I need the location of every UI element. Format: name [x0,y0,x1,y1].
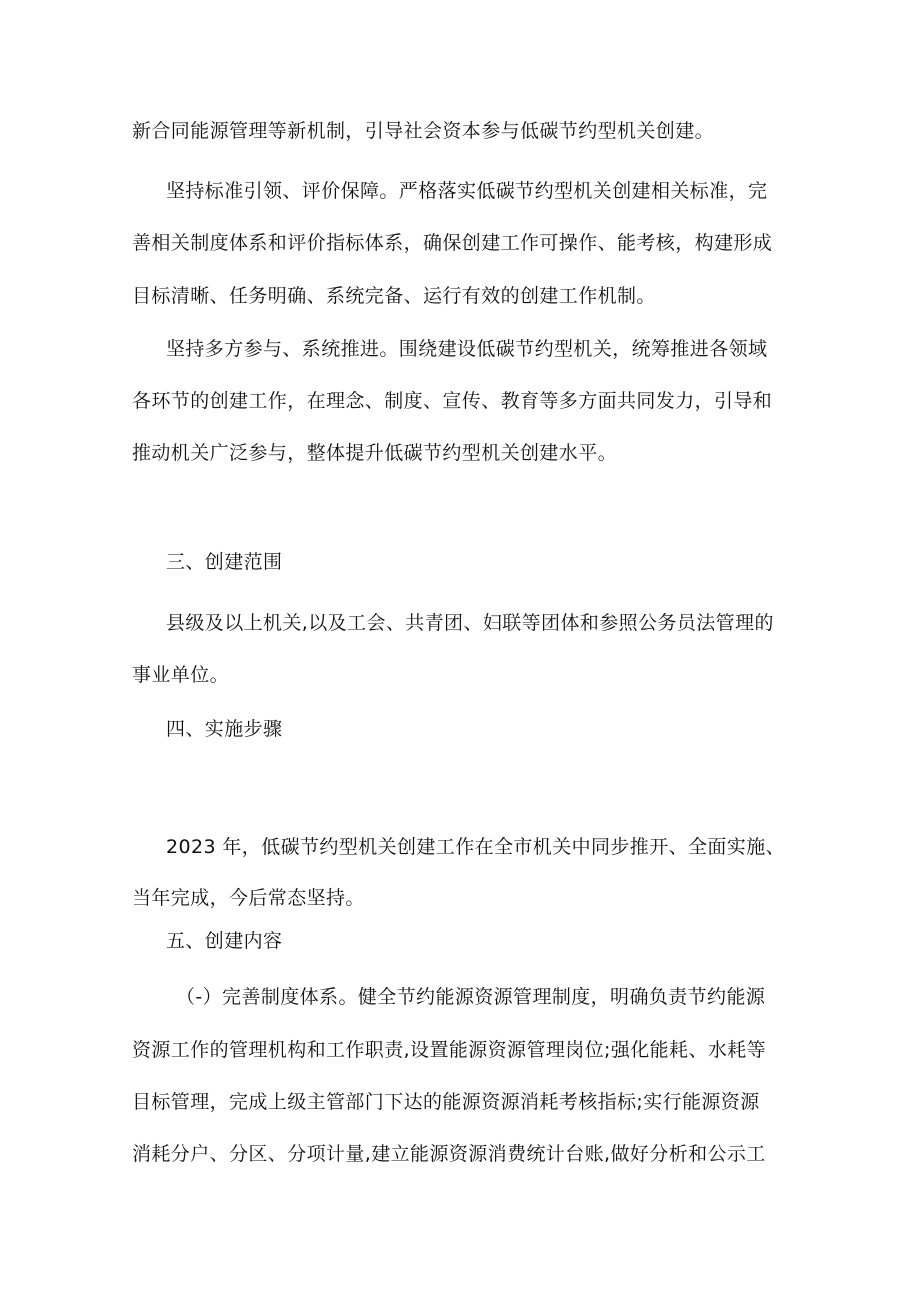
paragraph-line: 坚持标准引领、评价保障。严格落实低碳节约型机关创建相关标准，完 [166,180,768,202]
paragraph-line: （-）完善制度体系。健全节约能源资源管理制度，明确负责节约能源 [176,986,766,1008]
paragraph-line: 善相关制度体系和评价指标体系，确保创建工作可操作、能考核，构建形成 [132,232,773,254]
paragraph-line: 目标管理，完成上级主管部门下达的能源资源消耗考核指标;实行能源资源 [132,1091,760,1113]
paragraph-line: 各环节的创建工作，在理念、制度、宣传、教育等多方面共同发力，引导和 [132,390,773,412]
section-heading: 五、创建内容 [166,930,283,952]
paragraph-line: 目标清晰、任务明确、系统完备、运行有效的创建工作机制。 [132,285,656,307]
paragraph-line: 新合同能源管理等新机制，引导社会资本参与低碳节约型机关创建。 [132,120,715,142]
paragraph-line: 推动机关广泛参与，整体提升低碳节约型机关创建水平。 [132,442,618,464]
section-heading: 四、实施步骤 [166,718,283,740]
paragraph-line: 消耗分户、分区、分项计量,建立能源资源消费统计台账,做好分析和公示工 [132,1143,766,1165]
section-heading: 三、创建范围 [166,551,283,573]
paragraph-line: 事业单位。 [132,664,230,686]
paragraph-line: 县级及以上机关,以及工会、共青团、妇联等团体和参照公务员法管理的 [166,612,774,634]
paragraph-line: 当年完成，今后常态坚持。 [132,887,365,909]
paragraph-line: 坚持多方参与、系统推进。围绕建设低碳节约型机关，统筹推进各领域 [166,338,768,360]
paragraph-line: 资源工作的管理机构和工作职责,设置能源资源管理岗位;强化能耗、水耗等 [132,1039,767,1061]
paragraph-line: 2023 年，低碳节约型机关创建工作在全市机关中同步推开、全面实施、 [166,836,785,858]
